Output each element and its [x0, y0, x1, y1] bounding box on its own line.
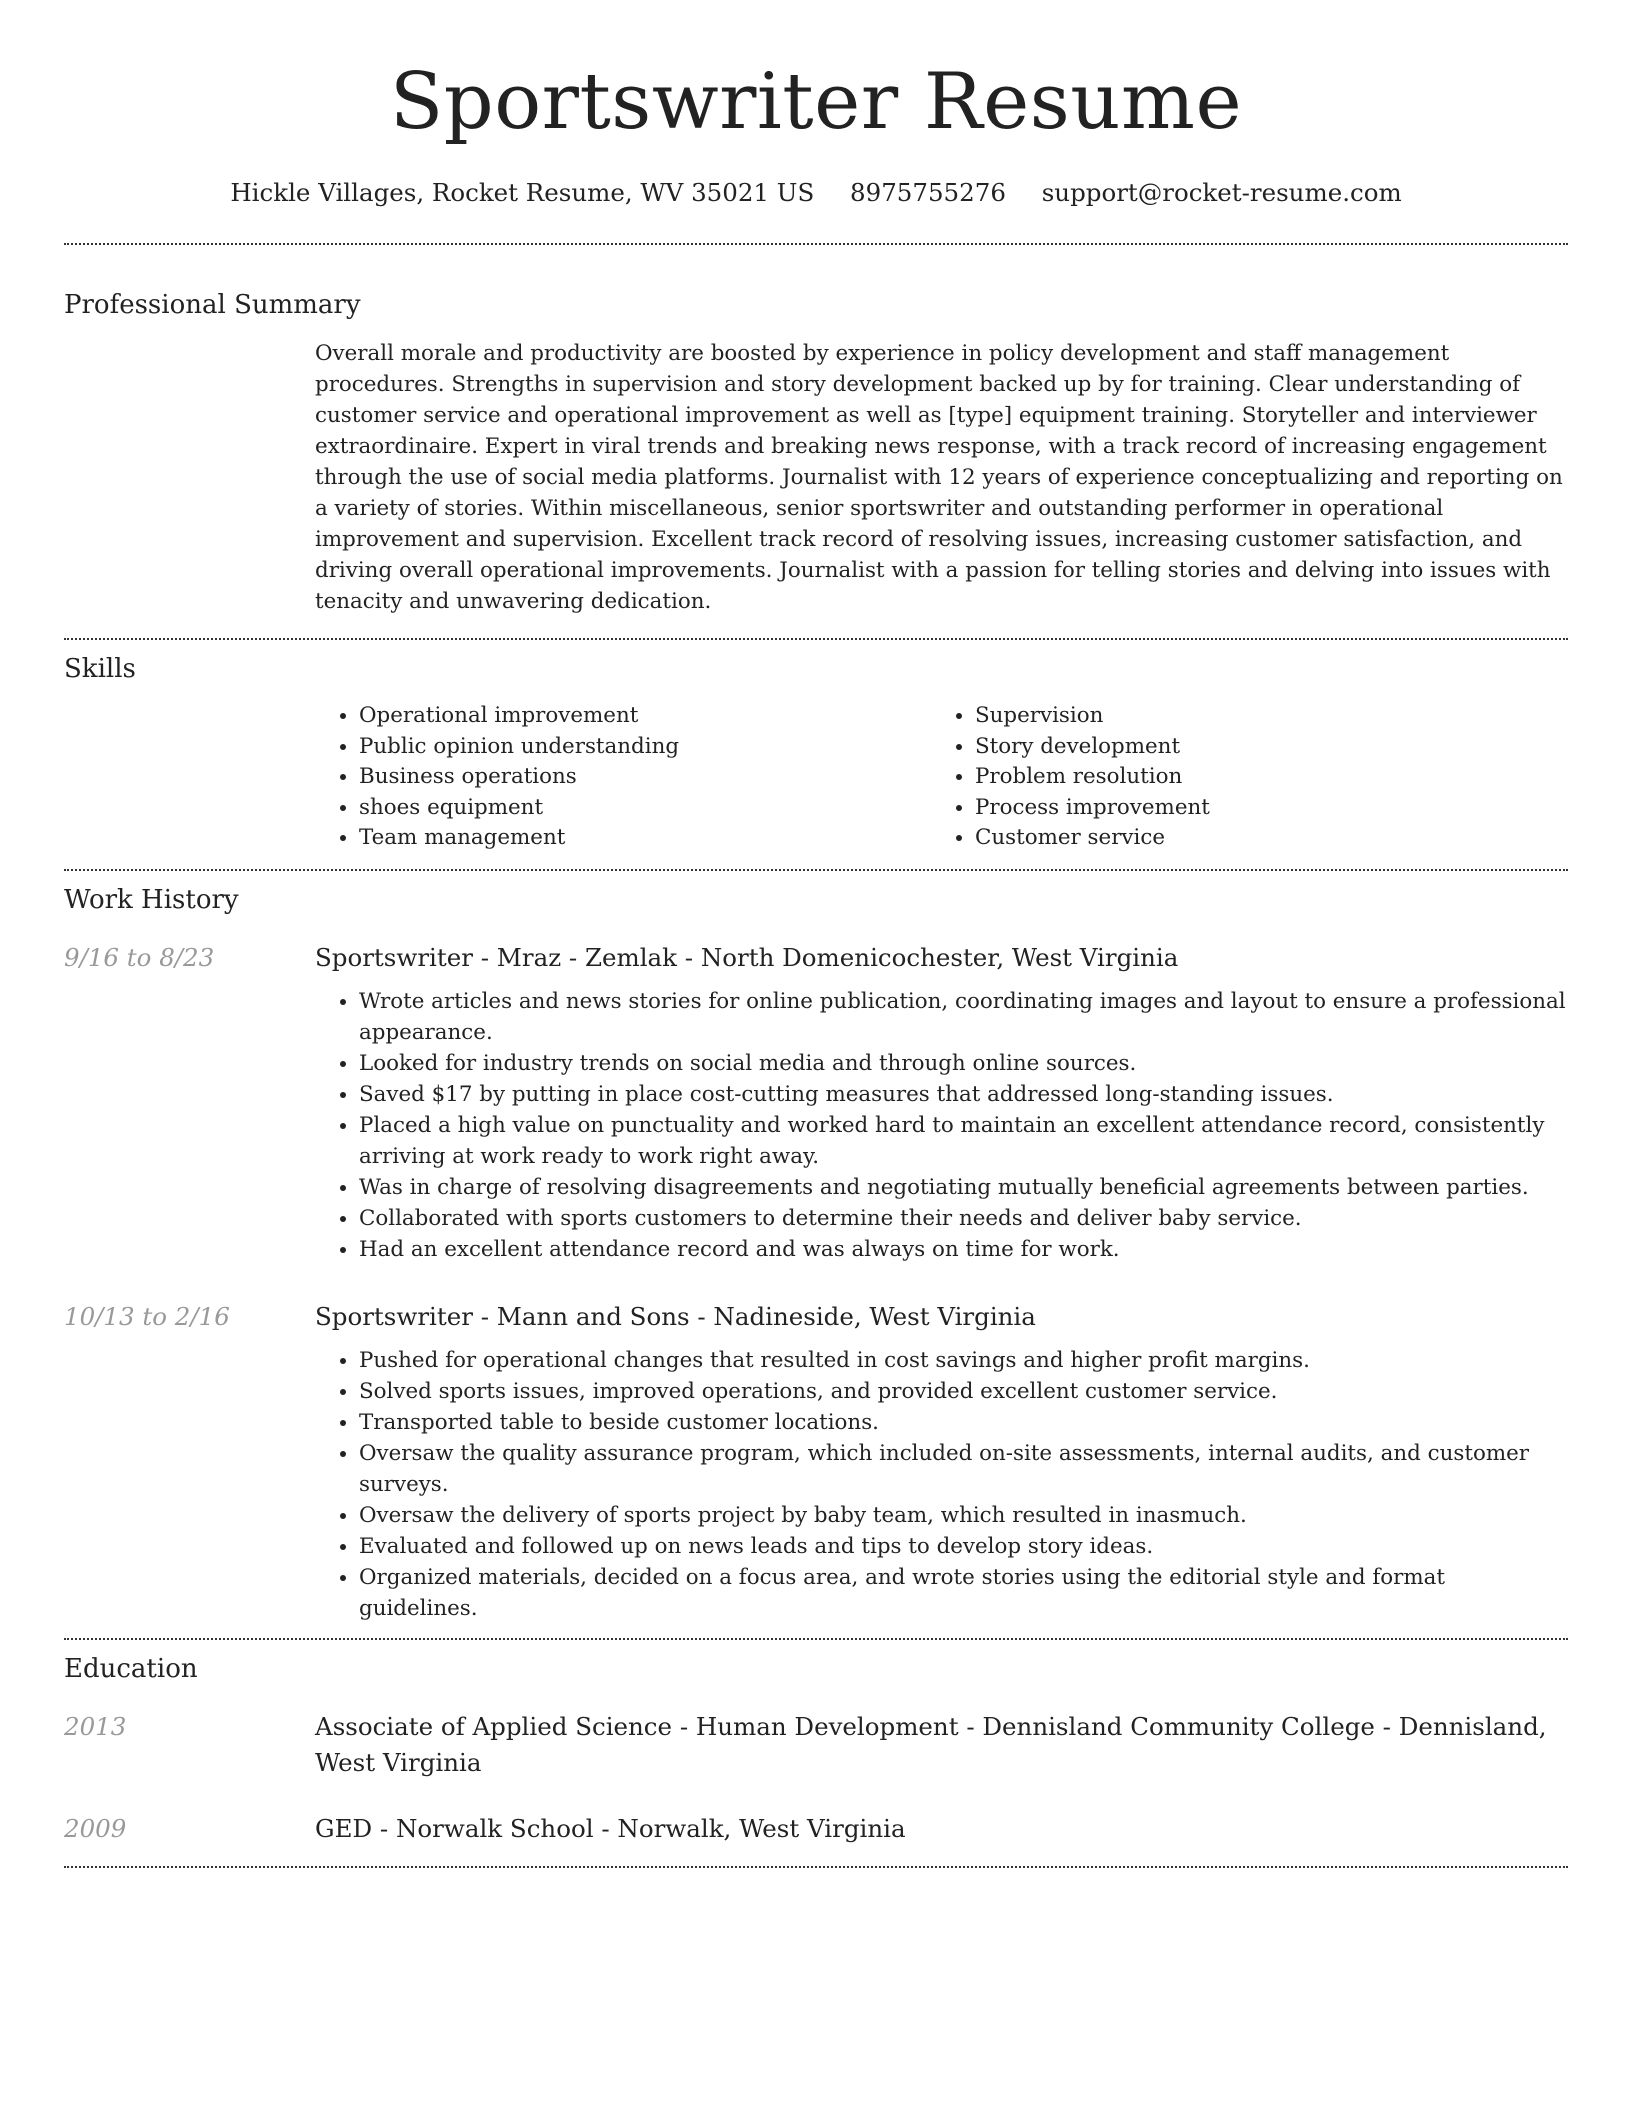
skills-section	[64, 652, 1568, 854]
job-title: Sportswriter	[315, 942, 473, 972]
education-school: - Dennisland Community College - Dennisland, West Virginia	[315, 1711, 1547, 1777]
work-history-section	[64, 883, 1568, 1624]
job-entry	[64, 1299, 1568, 1624]
summary-text: Overall morale and productivity are boosted by experience in policy development and staff management procedures. Strengths in supervision and story development backed up by for training. Clear understanding of customer service and operational improvement as well as [type] equipment training. Storyteller and interviewer extraordinaire. Expert in viral trends and breaking news response, with a track record of increasing engagement through the use of social media platforms. Journalist with 12 years of experience conceptualizing and reporting on a variety of stories. Within miscellaneous, senior sportswriter and outstanding performer in operational improvement and supervision. Excellent track record of resolving issues, increasing customer satisfaction, and driving overall operational improvements. Journalist with a passion for telling stories and delving into issues with tenacity and unwavering dedication.	[315, 341, 1563, 614]
job-bullet: • Wrote articles and news stories for online publication, coordinating images and layout to ensure a professional appearance.	[359, 986, 1568, 1048]
education-entry	[64, 1709, 1568, 1781]
job-dates: 9/16 to 8/23	[64, 942, 215, 972]
job-bullet: • Evaluated and followed up on news leads and tips to develop story ideas.	[359, 1531, 1568, 1562]
education-body	[315, 1811, 1568, 1847]
job-entry	[64, 940, 1568, 1265]
education-section	[64, 1652, 1568, 1847]
skills-list-right	[931, 701, 1210, 854]
job-title: Sportswriter	[315, 1301, 473, 1331]
page-title: Sportswriter Resume	[389, 57, 1243, 147]
job-bullet: • Placed a high value on punctuality and worked hard to maintain an excellent attendance record, consistently arriving at work ready to work right away.	[359, 1110, 1568, 1172]
job-body	[315, 1299, 1568, 1624]
job-bullets	[315, 986, 1568, 1265]
job-heading	[315, 940, 1568, 976]
job-bullet: • Had an excellent attendance record and was always on time for work.	[359, 1234, 1568, 1265]
skill-item: • Process improvement	[975, 793, 1210, 824]
skill-item: • Supervision	[975, 701, 1210, 732]
skill-item: • Customer service	[975, 823, 1210, 854]
education-school: - Norwalk School - Norwalk, West Virginia	[372, 1813, 906, 1843]
section-heading-education: Education	[64, 1653, 198, 1684]
job-bullet: • Solved sports issues, improved operations, and provided excellent customer service.	[359, 1376, 1568, 1407]
job-heading	[315, 1299, 1568, 1335]
education-body	[315, 1709, 1568, 1781]
skill-item: • shoes equipment	[359, 793, 931, 824]
skills-list-left	[315, 701, 931, 854]
skill-item: • Problem resolution	[975, 762, 1210, 793]
professional-summary-section	[64, 288, 1568, 617]
job-bullet: • Pushed for operational changes that resulted in cost savings and higher profit margins.	[359, 1345, 1568, 1376]
skill-item: • Public opinion understanding	[359, 732, 931, 763]
job-bullet: • Was in charge of resolving disagreements and negotiating mutually beneficial agreements between parties.	[359, 1172, 1568, 1203]
education-year: 2013	[64, 1711, 127, 1741]
skill-item: • Story development	[975, 732, 1210, 763]
job-bullet: • Organized materials, decided on a focus area, and wrote stories using the editorial style and format guidelines.	[359, 1562, 1568, 1624]
job-bullets	[315, 1345, 1568, 1624]
job-bullet: • Saved $17 by putting in place cost-cutting measures that addressed long-standing issues.	[359, 1079, 1568, 1110]
education-degree: GED	[315, 1813, 373, 1843]
education-degree: Associate of Applied Science - Human Development	[315, 1711, 959, 1741]
job-bullet: • Looked for industry trends on social media and through online sources.	[359, 1048, 1568, 1079]
education-entry	[64, 1811, 1568, 1847]
section-heading-work: Work History	[64, 884, 239, 915]
education-year: 2009	[64, 1813, 127, 1843]
divider	[64, 638, 1568, 640]
contact-info	[64, 176, 1568, 210]
job-bullet: • Oversaw the quality assurance program, which included on-site assessments, internal audits, and customer surveys.	[359, 1438, 1568, 1500]
job-bullet: • Oversaw the delivery of sports project by baby team, which resulted in inasmuch.	[359, 1500, 1568, 1531]
section-heading-skills: Skills	[64, 654, 136, 685]
divider	[64, 243, 1568, 245]
job-body	[315, 940, 1568, 1265]
skill-item: • Team management	[359, 823, 931, 854]
contact-address: Hickle Villages, Rocket Resume, WV 35021 US	[230, 178, 815, 207]
job-employer: - Mraz - Zemlak - North Domenicochester, West Virginia	[472, 942, 1179, 972]
job-bullet: • Transported table to beside customer locations.	[359, 1407, 1568, 1438]
divider	[64, 869, 1568, 871]
section-heading-summary: Professional Summary	[64, 290, 361, 320]
contact-email: support@rocket-resume.com	[1041, 178, 1402, 207]
job-bullet: • Collaborated with sports customers to determine their needs and deliver baby service.	[359, 1203, 1568, 1234]
education-heading	[315, 1811, 1568, 1847]
education-heading	[315, 1709, 1568, 1781]
skills-grid	[315, 701, 1568, 854]
skill-item: • Operational improvement	[359, 701, 931, 732]
divider	[64, 1638, 1568, 1640]
job-dates: 10/13 to 2/16	[64, 1301, 230, 1331]
job-employer: - Mann and Sons - Nadineside, West Virginia	[472, 1301, 1036, 1331]
skill-item: • Business operations	[359, 762, 931, 793]
divider	[64, 1866, 1568, 1868]
contact-phone: 8975755276	[850, 178, 1006, 207]
